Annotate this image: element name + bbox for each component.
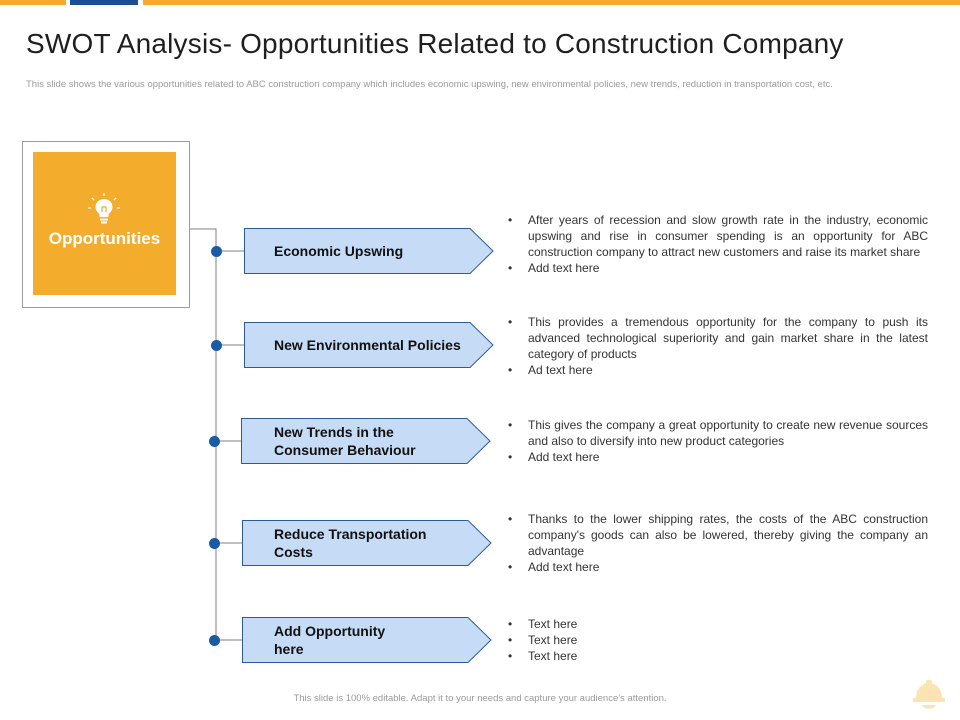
construction-helmet-icon	[910, 678, 948, 714]
opportunity-arrow-environmental-policies	[244, 322, 494, 368]
description-bullet: • This provides a tremendous opportunity for the company to push its advanced technological superiority and gain market share in the latest category of products	[508, 314, 928, 362]
description-list	[508, 212, 928, 276]
timeline-dot	[211, 246, 222, 257]
description-bullet: • Thanks to the lower shipping rates, the costs of the ABC construction company's goods can also be lowered, thereby giving the company an advantage	[508, 511, 928, 559]
opportunity-arrow-add-opportunity	[242, 617, 492, 663]
opportunity-label: Economic Upswing	[274, 243, 404, 259]
description-bullet: • Ad text here	[508, 362, 928, 378]
lightbulb-icon	[87, 192, 121, 226]
description-bullet: • After years of recession and slow growth rate in the industry, economic upswing and rise in consumer spending is an opportunity for ABC construction company to attract new customers and raise its market share	[508, 212, 928, 260]
page-subtitle: This slide shows the various opportunities related to ABC construction company which includes economic upswing, new environmental policies, new trends, reduction in transportation cost, etc.	[26, 79, 833, 90]
opportunity-label: New Environmental Policies	[274, 337, 461, 353]
timeline-dot	[209, 538, 220, 549]
description-bullet: • This gives the company a great opportunity to create new revenue sources and also to diversify into new product categories	[508, 417, 928, 449]
description-list	[508, 616, 928, 664]
description-bullet: • Add text here	[508, 260, 928, 276]
description-bullet: • Text here	[508, 648, 928, 664]
opportunity-label: Add Opportunity here	[274, 623, 386, 657]
opportunities-label: Opportunities	[48, 229, 161, 248]
timeline-dot	[209, 635, 220, 646]
timeline-dot	[209, 436, 220, 447]
description-list	[508, 314, 928, 378]
footer-note: This slide is 100% editable. Adapt it to your needs and capture your audience's attention.	[293, 693, 667, 704]
timeline-dot	[211, 340, 222, 351]
page-title: SWOT Analysis- Opportunities Related to Construction Company	[26, 28, 844, 59]
description-bullet: • Add text here	[508, 449, 928, 465]
opportunity-arrow-transportation-costs	[242, 520, 492, 566]
description-bullet: • Text here	[508, 616, 928, 632]
opportunity-arrow-consumer-trends	[241, 418, 491, 464]
description-bullet: • Text here	[508, 632, 928, 648]
description-list	[508, 417, 928, 465]
opportunity-arrow-economic-upswing	[244, 228, 494, 274]
opportunity-label: Reduce Transportation Costs	[274, 526, 427, 560]
opportunity-label: New Trends in the Consumer Behaviour	[274, 424, 416, 458]
description-list	[508, 511, 928, 575]
description-bullet: • Add text here	[508, 559, 928, 575]
